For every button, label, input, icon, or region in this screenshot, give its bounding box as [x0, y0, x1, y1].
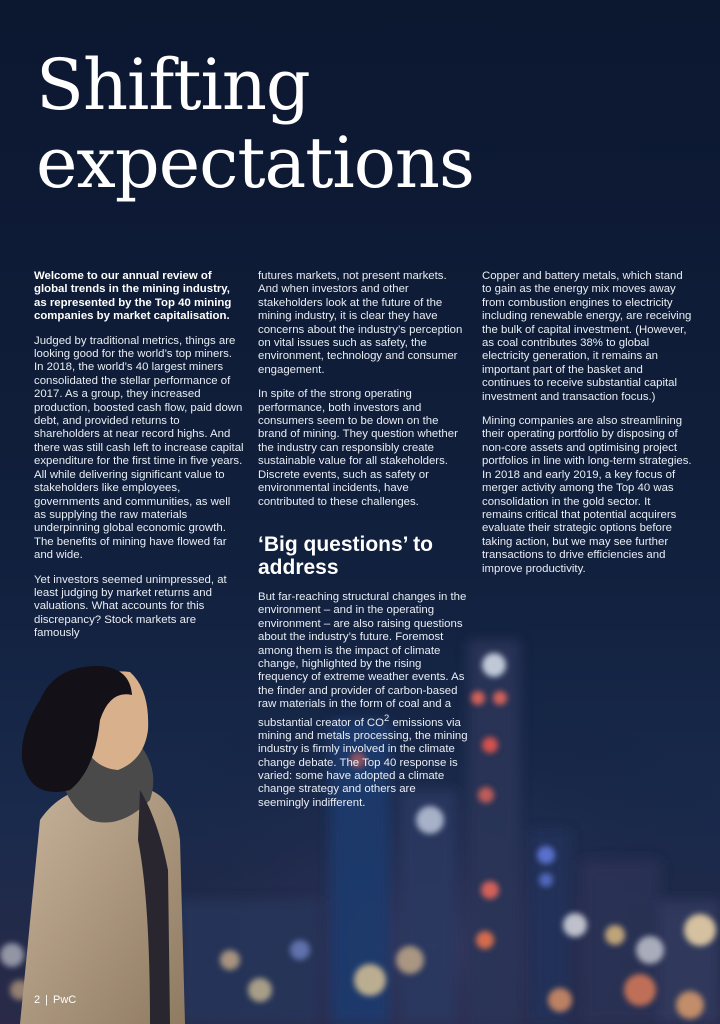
body-paragraph: Copper and battery metals, which stand to gain as the energy mix moves away from combustion engines to electricity including renewable energy, are receiving the bulk of capital investment. (However, as coal contributes 38% to global electricity generation, it remains an important part of the basket and continues to receive substantial capital investment and transaction focus.): [482, 270, 692, 403]
body-paragraph: Mining companies are also streamlining their operating portfolio by disposing of non-core assets and optimising project portfolios in line with long-term strategies. In 2018 and early 2019, a key focus of merger activity among the Top 40 was consolidation in the gold sector. It remains critical that potential acquirers evaluate their strategic options before taking action, but we may see further transactions to drive efficiencies and improve productivity.: [482, 415, 692, 575]
section-heading-line-1: ‘Big questions’ to: [258, 532, 434, 556]
paragraph-text: emissions via mining and metals processing, the mining industry is firmly involved in the climate change debate. The Top 40 response is varied: some have adopted a climate change strategy and others are seemingly indifferent.: [258, 716, 468, 809]
page-title: [36, 46, 474, 202]
title-line-2: expectations: [36, 122, 474, 204]
section-heading: [258, 533, 468, 579]
body-paragraph: Yet investors seemed unimpressed, at least judging by market returns and valuations. What accounts for this discrepancy? Stock markets are famously: [34, 573, 227, 640]
body-paragraph: Judged by traditional metrics, things are looking good for the world’s top miners. In 2018, the world’s 40 largest miners consolidated the stellar performance of 2017. As a group, they increased production, boosted cash flow, paid down debt, and provided returns to shareholders at near record highs. And there was still cash left to increase capital expenditure for the first time in five years. All while delivering significant value to stakeholders like employees, governments and communities, as well as supplying the raw materials underpinning global economic growth. The benefits of mining have flowed far and wide.: [34, 334, 244, 562]
body-paragraph: futures markets, not present markets. And when investors and other stakeholders look at the future of the mining industry, it is clear they have concerns about the industry’s perception on vital issues such as safety, the environment, technology and consumer engagement.: [258, 270, 463, 376]
title-line-1: Shifting: [36, 44, 310, 126]
page-footer: [34, 994, 76, 1006]
brand-name: PwC: [52, 994, 77, 1006]
intro-paragraph: Welcome to our annual review of global trends in the mining industry, as represented by the Top 40 mining companies by market capitalisation.: [34, 270, 232, 323]
body-paragraph: [258, 591, 468, 810]
body-paragraph: In spite of the strong operating performance, both investors and consumers seem to be down on the brand of mining. They question whether the industry can responsibly create sustainable value for all stakeholders. Discrete events, such as safety or environmental incidents, have contributed to these challenges.: [258, 388, 458, 508]
section-heading-line-2: address: [258, 555, 339, 579]
page-number: 2: [34, 994, 41, 1006]
paragraph-text: But far-reaching structural changes in the environment – and in the operating environment – are also raising questions about the industry’s future. Foremost among them is the impact of climate change, highlighted by the rising frequency of extreme weather events. As the finder and provider of carbon-based raw materials in the form of coal and a substantial creator of CO: [258, 590, 467, 729]
text-column-1: [34, 270, 244, 652]
text-column-2: [258, 270, 468, 821]
superscript: 2: [384, 712, 390, 724]
footer-separator: |: [45, 994, 48, 1006]
text-column-3: [482, 270, 692, 587]
